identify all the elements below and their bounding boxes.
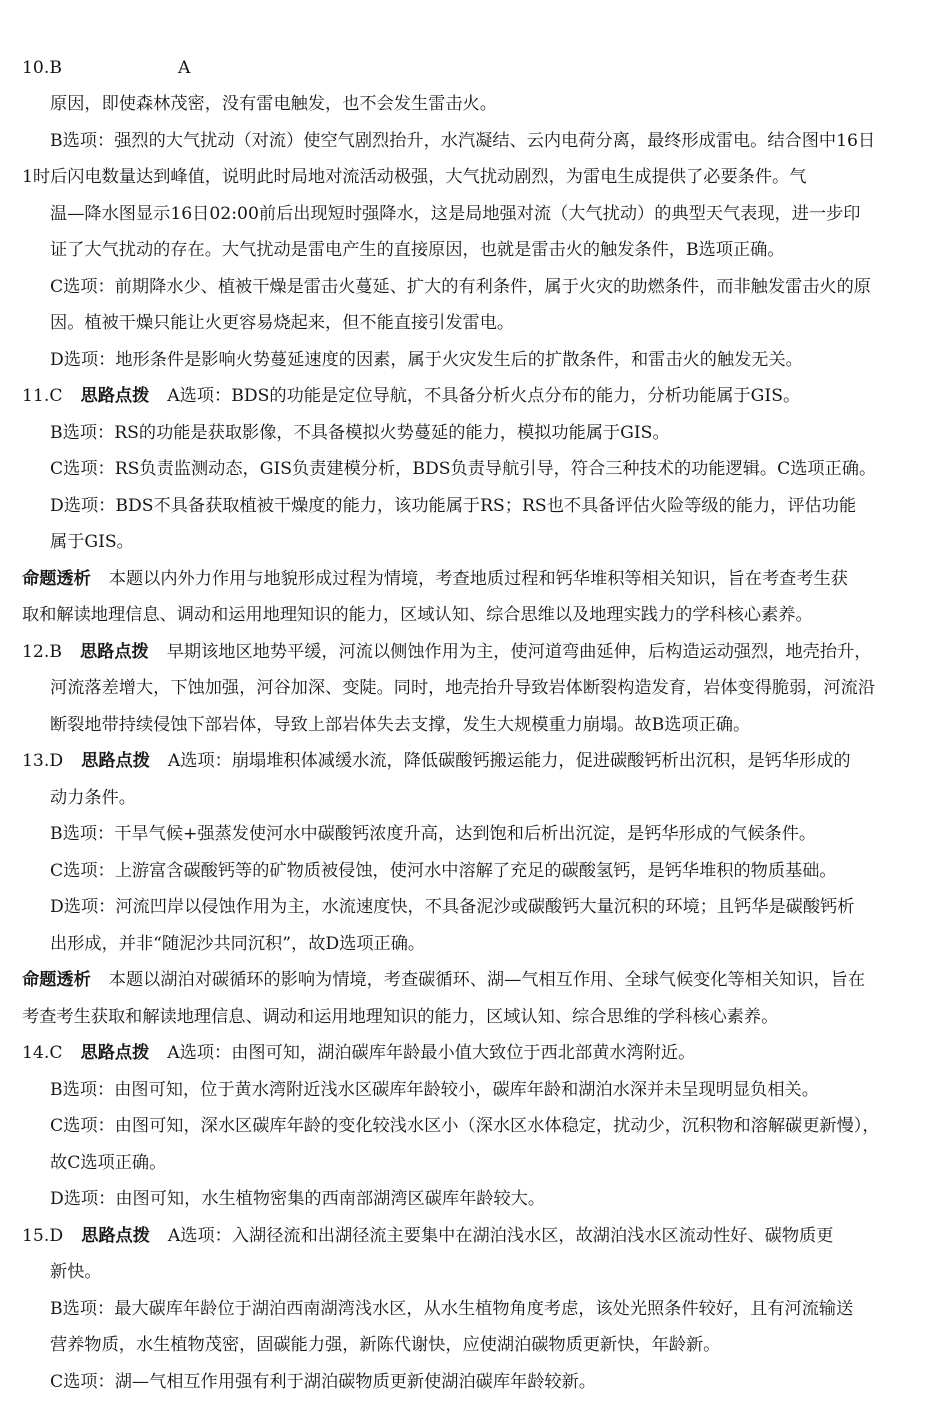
q15-number: 15.D [22, 1226, 64, 1246]
q14-line-5: D选项：由图可知，水生植物密集的西南部湖湾区碳库年龄较大。 [50, 1189, 546, 1209]
q10-line-6: C选项：前期降水少、植被干燥是雷击火蔓延、扩大的有利条件，属于火灾的助燃条件，而非触发雷击火的原 [50, 277, 871, 297]
q11-tag: 思路点拨 [80, 386, 150, 406]
q12-line-2: 河流落差增大，下蚀加强，河谷加深、变陡。同时，地壳抬升导致岩体断裂构造发育，岩体变得脆弱，河流沿 [50, 678, 876, 698]
q15-line-3: B选项：最大碳库年龄位于湖泊西南湖湾浅水区，从水生植物角度考虑，该处光照条件较好，且有河流输送 [50, 1299, 854, 1319]
q10-line-1: 原因，即使森林茂密，没有雷电触发，也不会发生雷击火。 [50, 94, 497, 114]
q14-line-1: A选项：由图可知，湖泊碳库年龄最小值大致位于西北部黄水湾附近。 [167, 1043, 696, 1063]
q12-number: 12.B [22, 642, 62, 662]
q15-line-4: 营养物质，水生植物茂密，固碳能力强，新陈代谢快，应使湖泊碳物质更新快，年龄新。 [50, 1335, 721, 1355]
q15-line-2: 新快。 [50, 1262, 102, 1282]
q14-line-4: 故C选项正确。 [50, 1153, 167, 1173]
q13-header [22, 743, 851, 779]
q11-line-1: A选项：BDS的功能是定位导航，不具备分析火点分布的能力，分析功能属于GIS。 [167, 386, 801, 406]
q11-line-2: B选项：RS的功能是获取影像，不具备模拟火势蔓延的能力，模拟功能属于GIS。 [50, 423, 670, 443]
intent-1-line-2: 取和解读地理信息、调动和运用地理知识的能力，区域认知、综合思维以及地理实践力的学科核心素养。 [22, 605, 813, 625]
q10-line-3: 1时后闪电数量达到峰值，说明此时局地对流活动极强，大气扰动剧烈，为雷电生成提供了必要条件。气 [22, 167, 807, 187]
q12-line-1: 早期该地区地势平缓，河流以侧蚀作用为主，使河道弯曲延伸，后构造运动强烈，地壳抬升， [166, 642, 872, 662]
q15-tag: 思路点拨 [81, 1226, 150, 1246]
intent-2-line-2: 考查考生获取和解读地理信息、调动和运用地理知识的能力，区域认知、综合思维的学科核心素养。 [22, 1007, 779, 1027]
q13-number: 13.D [22, 751, 64, 771]
q10-line-7: 因。植被干燥只能让火更容易烧起来，但不能直接引发雷电。 [50, 313, 515, 333]
intent-2-label: 命题透析 [22, 970, 91, 990]
q11-number: 11.C [22, 386, 63, 406]
q10-line-5: 证了大气扰动的存在。大气扰动是雷电产生的直接原因，也就是雷击火的触发条件，B选项正确。 [50, 240, 785, 260]
q15-line-5: C选项：湖—气相互作用强有利于湖泊碳物质更新使湖泊碳库年龄较新。 [50, 1372, 596, 1392]
q10-line-2: B选项：强烈的大气扰动（对流）使空气剧烈抬升，水汽凝结、云内电荷分离，最终形成雷电。结合图中16日 [50, 131, 876, 151]
q12-line-3: 断裂地带持续侵蚀下部岩体，导致上部岩体失去支撑，发生大规模重力崩塌。故B选项正确。 [50, 715, 751, 735]
q13-line-6: 出形成，并非“随泥沙共同沉积”，故D选项正确。 [50, 934, 426, 954]
q14-tag: 思路点拨 [80, 1043, 150, 1063]
q13-line-5: D选项：河流凹岸以侵蚀作用为主，水流速度快，不具备泥沙或碳酸钙大量沉积的环境；且钙华是碳酸钙析 [50, 897, 855, 917]
q14-line-3: C选项：由图可知，深水区碳库年龄的变化较浅水区小（深水区水体稳定，扰动少，沉积物和溶解碳更新慢）， [50, 1116, 880, 1136]
q13-tag: 思路点拨 [81, 751, 150, 771]
q10-line-4: 温—降水图显示16日02:00前后出现短时强降水，这是局地强对流（大气扰动）的典型天气表现，进一步印 [50, 204, 861, 224]
q13-line-2: 动力条件。 [50, 788, 136, 808]
q13-line-1: A选项：崩塌堆积体减缓水流，降低碳酸钙搬运能力，促进碳酸钙析出沉积，是钙华形成的 [167, 751, 851, 771]
q10-header [22, 50, 190, 86]
q10-number: 10.B [22, 58, 62, 78]
q14-header [22, 1035, 695, 1071]
q14-line-2: B选项：由图可知，位于黄水湾附近浅水区碳库年龄较小，碳库年龄和湖泊水深并未呈现明显负相关。 [50, 1080, 819, 1100]
q14-number: 14.C [22, 1043, 63, 1063]
q13-line-4: C选项：上游富含碳酸钙等的矿物质被侵蚀，使河水中溶解了充足的碳酸氢钙，是钙华堆积的物质基础。 [50, 861, 837, 881]
q12-header [22, 634, 871, 670]
q10-line-8: D选项：地形条件是影响火势蔓延速度的因素，属于火灾发生后的扩散条件，和雷击火的触发无关。 [50, 350, 803, 370]
q11-header [22, 378, 800, 414]
intent-1-label: 命题透析 [22, 569, 91, 589]
q11-line-5: 属于GIS。 [50, 532, 134, 552]
q10-head-text: A [177, 58, 191, 78]
q11-line-4: D选项：BDS不具备获取植被干燥度的能力，该功能属于RS；RS也不具备评估火险等级的能力，评估功能 [50, 496, 857, 516]
q15-line-1: A选项：入湖径流和出湖径流主要集中在湖泊浅水区，故湖泊浅水区流动性好、碳物质更 [167, 1226, 834, 1246]
q15-header [22, 1218, 833, 1254]
q12-tag: 思路点拨 [79, 642, 149, 662]
intent-1-line-1: 命题透析 本题以内外力作用与地貌形成过程为情境，考查地质过程和钙华堆积等相关知识，旨在考查考生获 [22, 569, 848, 589]
q13-line-3: B选项：干旱气候+强蒸发使河水中碳酸钙浓度升高，达到饱和后析出沉淀，是钙华形成的气候条件。 [50, 824, 817, 844]
intent-2-line-1: 命题透析 本题以湖泊对碳循环的影响为情境，考查碳循环、湖—气相互作用、全球气候变化等相关知识，旨在 [22, 970, 866, 990]
q11-line-3: C选项：RS负责监测动态，GIS负责建模分析，BDS负责导航引导，符合三种技术的功能逻辑。C选项正确。 [50, 459, 877, 479]
